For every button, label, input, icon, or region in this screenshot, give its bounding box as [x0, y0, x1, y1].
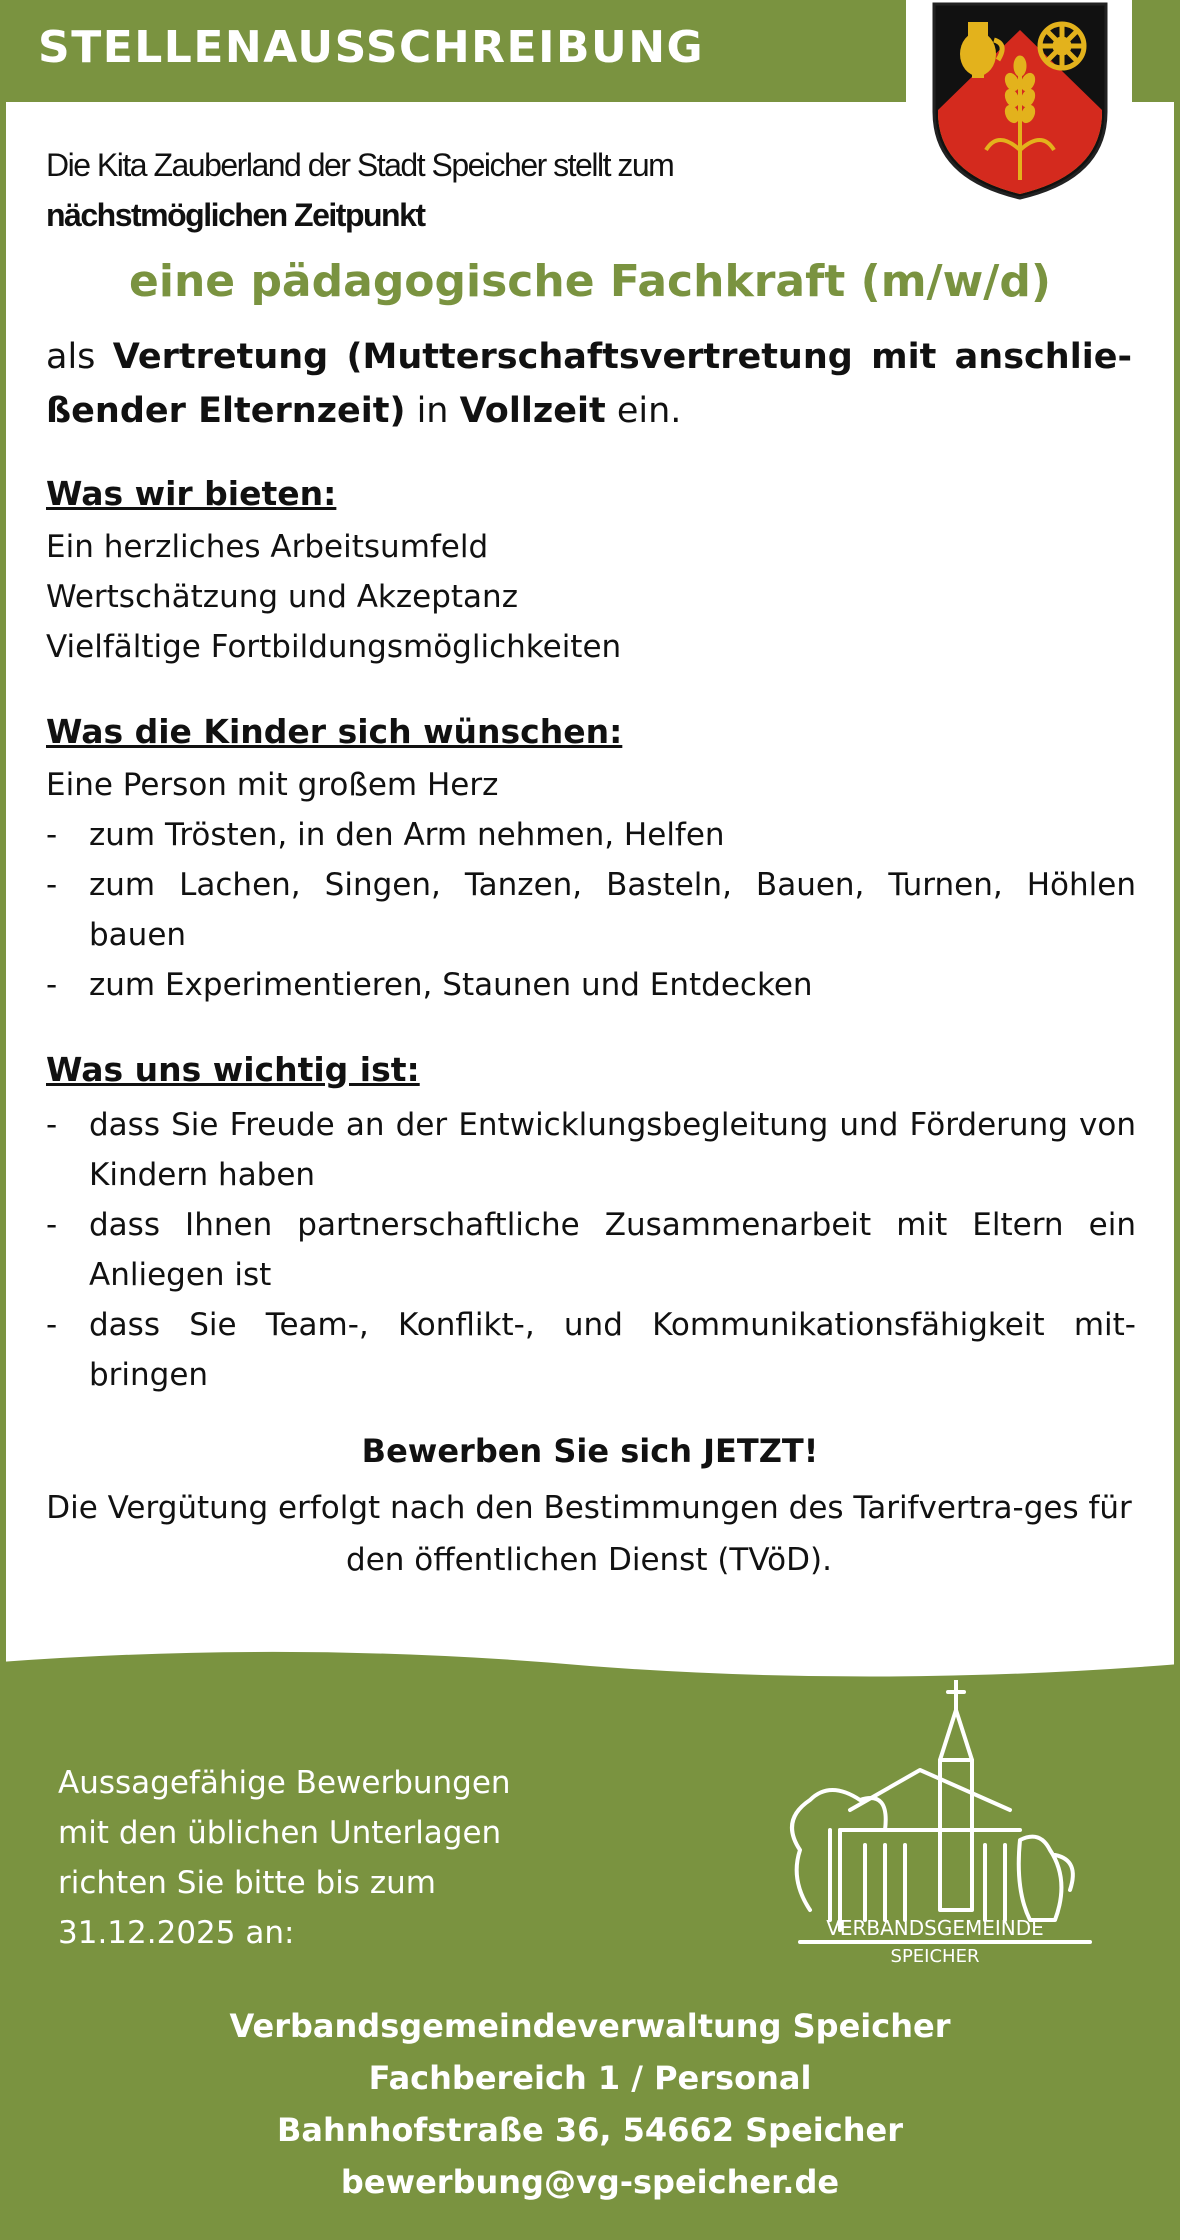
list-item: - dass Ihnen partnerschaftliche Zusammenarbeit mit Eltern ein Anliegen ist [46, 1200, 1136, 1300]
right-frame-line [1174, 0, 1180, 1665]
kids-list [46, 810, 1136, 1010]
list-item: - zum Trösten, in den Arm nehmen, Helfen [46, 810, 1136, 860]
offer-item: Ein herzliches Arbeitsumfeld [46, 529, 489, 565]
role-pre: als [46, 337, 113, 377]
list-item: - zum Lachen, Singen, Tanzen, Basteln, Bauen, Turnen, Höhlen bauen [46, 860, 1136, 960]
logo-text-2: SPEICHER [890, 1946, 980, 1967]
role-post: ein. [605, 391, 682, 431]
intro-line-1: Die Kita Zauberland der Stadt Speicher stellt zum [46, 147, 674, 183]
address-street: Bahnhofstraße 36, 54662 Speicher [277, 2111, 903, 2149]
kids-intro: Eine Person mit großem Herz [46, 767, 499, 803]
address-department: Fachbereich 1 / Personal [368, 2059, 812, 2097]
coat-of-arms-icon [928, 0, 1112, 200]
list-item: - dass Sie Freude an der Entwicklungsbegleitung und Förderung von Kindern haben [46, 1100, 1136, 1200]
address-email[interactable]: bewerbung@vg-speicher.de [340, 2163, 840, 2201]
apply-line-1: Aussagefähige Bewerbungen [58, 1765, 511, 1801]
role-description [46, 330, 1132, 438]
verbandsgemeinde-logo [770, 1680, 1100, 1990]
intro-line-2: nächstmöglichen Zeitpunkt [46, 197, 425, 233]
logo-text-1: VERBANDSGEMEINDE [826, 1916, 1044, 1940]
job-title: eine pädagogische Fachkraft (m/w/d) [129, 256, 1051, 307]
offer-item: Wertschätzung und Akzeptanz [46, 579, 518, 615]
application-note [58, 1758, 511, 1958]
offer-heading: Was wir bieten: [46, 474, 337, 513]
address-org: Verbandsgemeindeverwaltung Speicher [229, 2007, 951, 2045]
important-heading: Was uns wichtig ist: [46, 1050, 420, 1089]
apply-line-2: mit den üblichen Unterlagen [58, 1815, 502, 1851]
important-list [46, 1100, 1136, 1400]
apply-line-3: richten Sie bitte bis zum [58, 1865, 436, 1901]
header-bar [0, 0, 906, 102]
wheel-icon [1040, 24, 1084, 68]
apply-deadline: 31.12.2025 an: [58, 1915, 295, 1951]
header-bar-right [1132, 0, 1180, 102]
role-bold-2: Vollzeit [459, 391, 606, 431]
role-bold-1: Vertretung (Mutterschaftsvertretung mit anschlie-ßender Elternzeit) [46, 337, 1132, 431]
pay-note: Die Vergütung erfolgt nach den Bestimmungen des Tarifvertra-ges für den öffentlichen Dienst (TVöD). [46, 1490, 1132, 1578]
address-block [0, 2000, 1180, 2208]
kids-heading: Was die Kinder sich wünschen: [46, 712, 623, 751]
offer-list [46, 522, 1136, 672]
role-mid: in [405, 391, 460, 431]
list-item: - dass Sie Team-, Konflikt-, und Kommunikationsfähigkeit mit-bringen [46, 1300, 1136, 1400]
list-item: - zum Experimentieren, Staunen und Entdecken [46, 960, 1136, 1010]
intro-text [46, 140, 673, 240]
offer-item: Vielfältige Fortbildungsmöglichkeiten [46, 629, 622, 665]
header-title: STELLENAUSSCHREIBUNG [38, 22, 705, 73]
left-frame-line [0, 0, 6, 1665]
call-to-action: Bewerben Sie sich JETZT! [361, 1432, 819, 1470]
